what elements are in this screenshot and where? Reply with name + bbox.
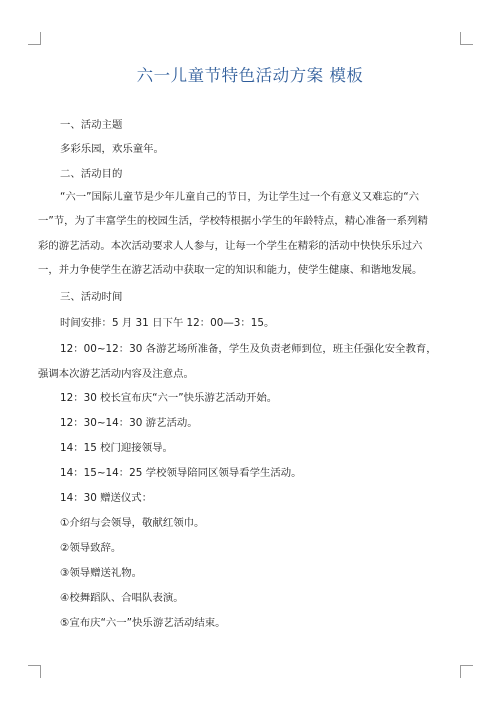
crop-mark-bottom-left: [28, 665, 41, 678]
paragraph-line: 14：30 赠送仪式：: [60, 492, 153, 504]
list-item: ④校舞蹈队、合唱队表演。: [60, 592, 184, 604]
crop-mark-bottom-right: [460, 665, 473, 678]
section-heading-purpose: 二、活动目的: [60, 168, 123, 180]
paragraph-line: 14：15 校门迎接领导。: [60, 442, 173, 454]
document-title: 六一儿童节特色活动方案 模板: [136, 66, 364, 85]
paragraph-line: 12：00~12：30 各游艺场所准备，学生及负责老师到位，班主任强化安全教育，: [60, 343, 437, 355]
list-item: ①介绍与会领导，敬献红领巾。: [60, 517, 205, 529]
crop-mark-top-left: [28, 32, 41, 45]
section-heading-time: 三、活动时间: [60, 291, 123, 303]
paragraph-line: 12：30 校长宣布庆“六一”快乐游艺活动开始。: [60, 392, 278, 404]
section-heading-theme: 一、活动主题: [60, 119, 123, 131]
list-item: ③领导赠送礼物。: [60, 567, 143, 579]
paragraph-line: 多彩乐园，欢乐童年。: [60, 143, 164, 155]
crop-mark-top-right: [460, 32, 473, 45]
paragraph-line: 12：30~14：30 游艺活动。: [60, 417, 198, 429]
paragraph-line: 彩的游艺活动。本次活动要求人人参与，让每一个学生在精彩的活动中快快乐乐过六: [38, 240, 423, 252]
paragraph-line: 14：15~14：25 学校领导陪同区领导看学生活动。: [60, 467, 302, 479]
paragraph-line: 时间安排：5 月 31 日下午 12：00—3：15。: [60, 317, 275, 329]
paragraph-line: 一”节，为了丰富学生的校园生活，学校特根据小学生的年龄特点，精心准备一系列精: [38, 215, 428, 227]
paragraph-line: “六一”国际儿童节是少年儿童自己的节日，为让学生过一个有意义又难忘的“六: [60, 191, 420, 203]
list-item: ⑤宣布庆“六一”快乐游艺活动结束。: [60, 617, 226, 629]
paragraph-line: 强调本次游艺活动内容及注意点。: [38, 368, 194, 380]
list-item: ②领导致辞。: [60, 542, 122, 554]
paragraph-line: 一，并力争使学生在游艺活动中获取一定的知识和能力，使学生健康、和谐地发展。: [38, 264, 423, 276]
